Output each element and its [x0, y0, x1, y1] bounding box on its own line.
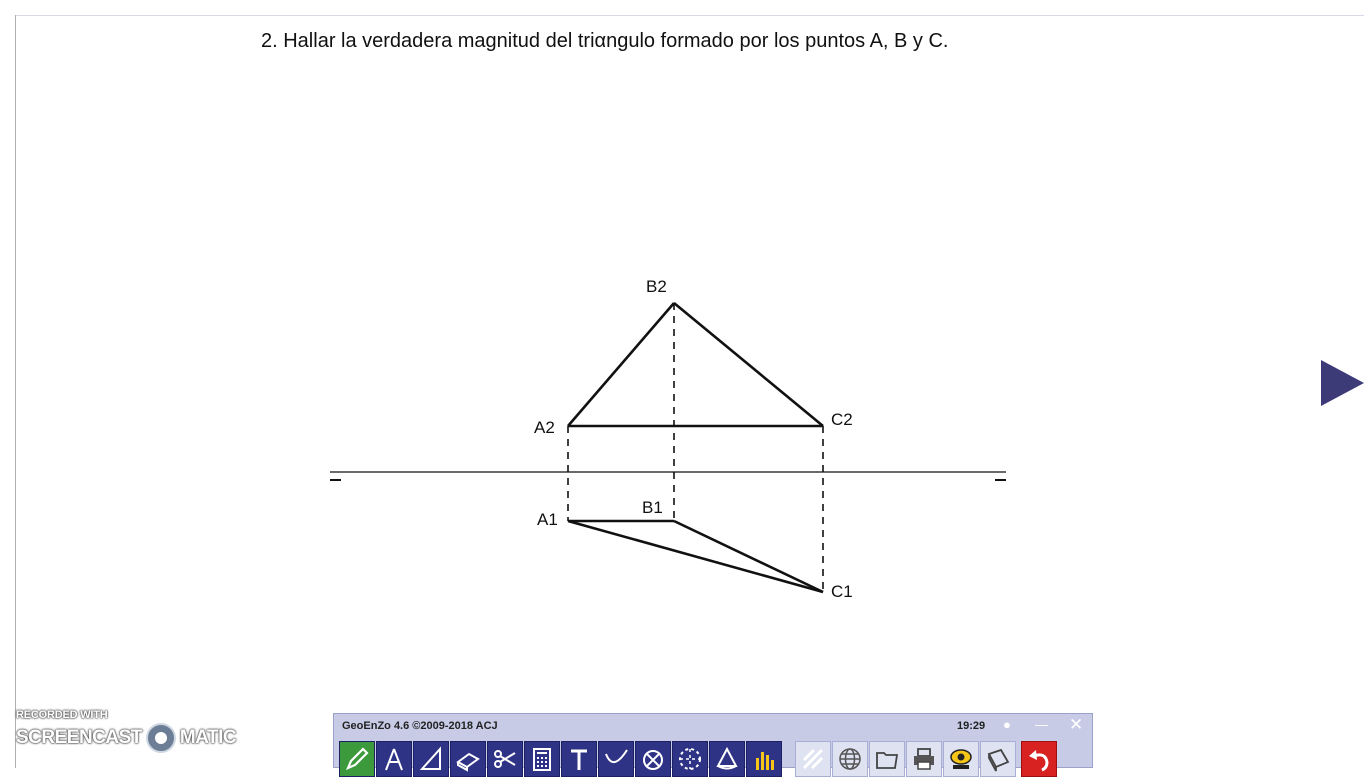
dotted-circle-icon [677, 746, 703, 772]
globe-tool-button[interactable] [832, 741, 868, 777]
scissors-tool-button[interactable] [487, 741, 523, 777]
book-icon [985, 746, 1011, 772]
folder-icon [874, 746, 900, 772]
screencast-watermark [16, 709, 236, 753]
eraser-tool-button[interactable] [450, 741, 486, 777]
text-icon [566, 746, 592, 772]
scissors-icon [492, 746, 518, 772]
label-b2: B2 [646, 277, 667, 296]
close-icon[interactable]: ✕ [1069, 715, 1084, 734]
camera-tool-button[interactable] [943, 741, 979, 777]
printer-icon [911, 746, 937, 772]
circle-cross-tool-button[interactable] [635, 741, 671, 777]
label-a1: A1 [537, 510, 558, 529]
calculator-tool-button[interactable] [524, 741, 560, 777]
curve-icon [603, 746, 629, 772]
label-a2: A2 [534, 418, 555, 437]
toolbar-app-title: GeoEnZo 4.6 ©2009-2018 ACJ [342, 720, 498, 732]
eraser-icon [455, 746, 481, 772]
undo-tool-button[interactable] [1021, 741, 1057, 777]
text-tool-button[interactable] [561, 741, 597, 777]
record-icon[interactable]: ● [1003, 717, 1011, 732]
label-b1: B1 [642, 498, 663, 517]
undo-icon [1026, 746, 1052, 772]
screencast-logo-icon [146, 723, 176, 753]
dotted-circle-tool-button[interactable] [672, 741, 708, 777]
watermark-right-text: MATIC [179, 727, 237, 748]
toolbar-clock: 19:29 [957, 720, 986, 732]
globe-icon [837, 746, 863, 772]
set-square-tool-button[interactable] [413, 741, 449, 777]
grid-icon [800, 746, 826, 772]
camera-icon [948, 746, 974, 772]
minimize-icon[interactable]: — [1035, 717, 1048, 732]
cone-icon [714, 746, 740, 772]
candles-tool-button[interactable] [746, 741, 782, 777]
problem-title: 2. Hallar la verdadera magnitud del triαngulo formado por los puntos A, B y C. [261, 30, 949, 52]
folder-tool-button[interactable] [869, 741, 905, 777]
next-slide-button[interactable] [1321, 360, 1364, 406]
calculator-icon [529, 746, 555, 772]
grid-tool-button[interactable] [795, 741, 831, 777]
book-tool-button[interactable] [980, 741, 1016, 777]
cone-tool-button[interactable] [709, 741, 745, 777]
printer-tool-button[interactable] [906, 741, 942, 777]
geoenzo-toolbar [333, 713, 1093, 768]
toolbar-tools [339, 741, 1058, 777]
circle-cross-icon [640, 746, 666, 772]
compass-tool-button[interactable] [376, 741, 412, 777]
curve-tool-button[interactable] [598, 741, 634, 777]
pencil-tool-button[interactable] [339, 741, 375, 777]
watermark-recorded-with: RECORDED WITH [16, 709, 108, 721]
watermark-left-text: SCREENCAST [16, 727, 142, 748]
label-c1: C1 [831, 582, 853, 601]
pencil-icon [344, 746, 370, 772]
compass-icon [381, 746, 407, 772]
edge-a2-b2 [568, 303, 674, 426]
candles-icon [751, 746, 777, 772]
edge-b2-c2 [674, 303, 823, 426]
set-square-icon [418, 746, 444, 772]
label-c2: C2 [831, 410, 853, 429]
